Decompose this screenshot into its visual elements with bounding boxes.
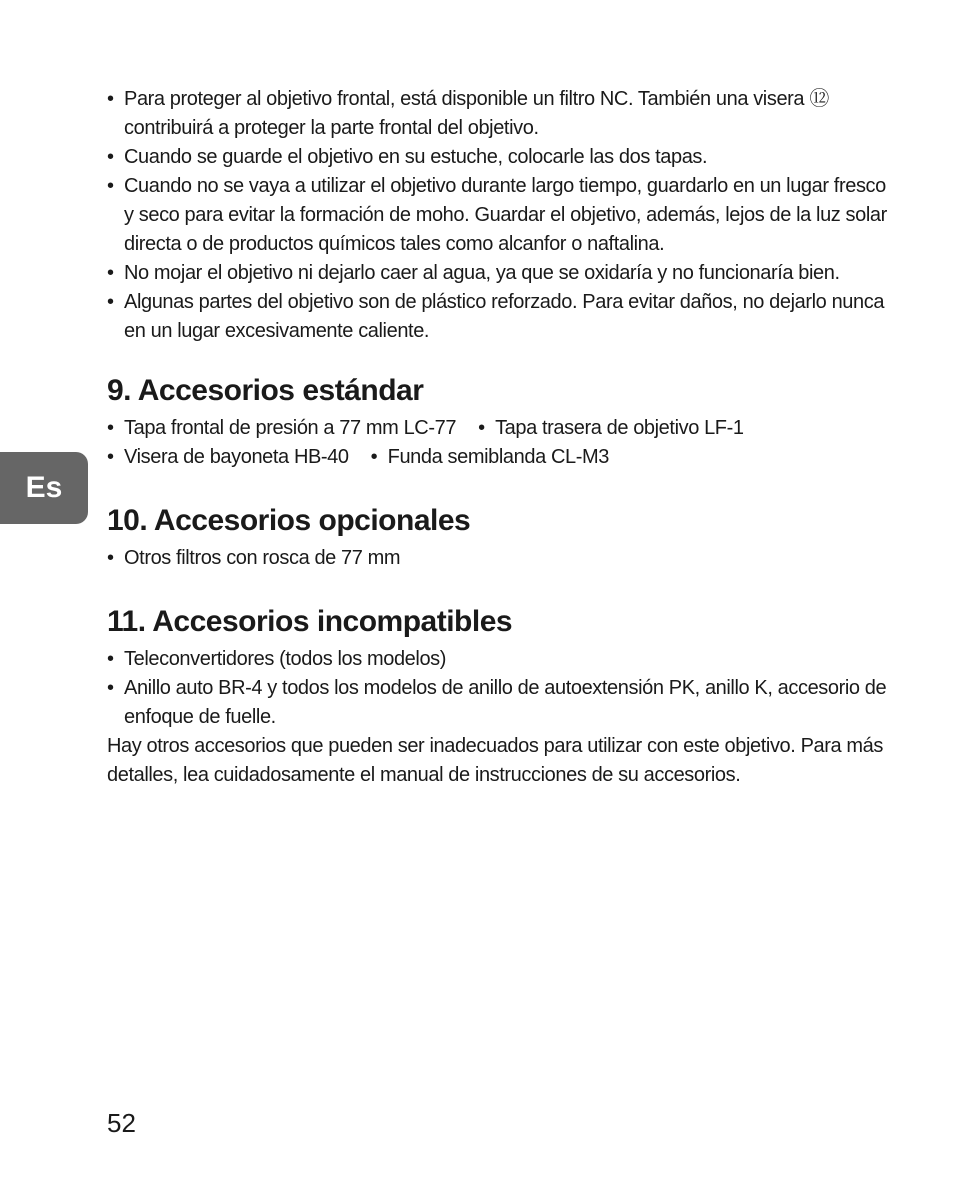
- list-item: • Cuando se guarde el objetivo en su estuche, colocarle las dos tapas.: [107, 143, 887, 172]
- incompatible-note: Hay otros accesorios que pueden ser inadecuados para utilizar con este objetivo. Para más detalles, lea cuidadosamente el manual de instrucciones de su accesorios.: [107, 735, 883, 786]
- list-item: • No mojar el objetivo ni dejarlo caer al agua, ya que se oxidaría y no funcionaría bien.: [107, 259, 887, 288]
- list-item: • Tapa frontal de presión a 77 mm LC-77: [107, 414, 456, 443]
- section-heading-optional: 10. Accesorios opcionales: [107, 504, 471, 537]
- list-item: • Anillo auto BR-4 y todos los modelos de anillo de autoextensión PK, anillo K, accesorio de enfoque de fuelle.: [107, 674, 887, 732]
- care-notes-list: [107, 85, 887, 346]
- list-item: • Para proteger al objetivo frontal, está disponible un filtro NC. También una visera ⑫ contribuirá a proteger la parte frontal del objetivo.: [107, 85, 887, 143]
- standard-row: [107, 414, 887, 443]
- incompatible-accessories-list: [107, 645, 887, 732]
- language-tab: Es: [0, 452, 88, 524]
- list-item: • Cuando no se vaya a utilizar el objetivo durante largo tiempo, guardarlo en un lugar fresco y seco para evitar la formación de moho. Guardar el objetivo, además, lejos de la luz solar directa o de productos químicos tales como alcanfor o naftalina.: [107, 172, 887, 259]
- list-item: • Visera de bayoneta HB-40: [107, 443, 349, 472]
- list-item: • Funda semiblanda CL-M3: [371, 443, 609, 472]
- list-item: • Algunas partes del objetivo son de plástico reforzado. Para evitar daños, no dejarlo nunca en un lugar excesivamente caliente.: [107, 288, 887, 346]
- optional-accessories-list: [107, 544, 887, 573]
- page-number: 52: [107, 1108, 136, 1138]
- page-content: [107, 85, 887, 790]
- section-heading-incompatible: 11. Accesorios incompatibles: [107, 605, 513, 638]
- standard-accessories: [107, 414, 887, 472]
- standard-row: [107, 443, 887, 472]
- list-item: • Teleconvertidores (todos los modelos): [107, 645, 887, 674]
- list-item: • Otros filtros con rosca de 77 mm: [107, 544, 887, 573]
- section-heading-standard: 9. Accesorios estándar: [107, 374, 424, 407]
- list-item: • Tapa trasera de objetivo LF-1: [478, 414, 744, 443]
